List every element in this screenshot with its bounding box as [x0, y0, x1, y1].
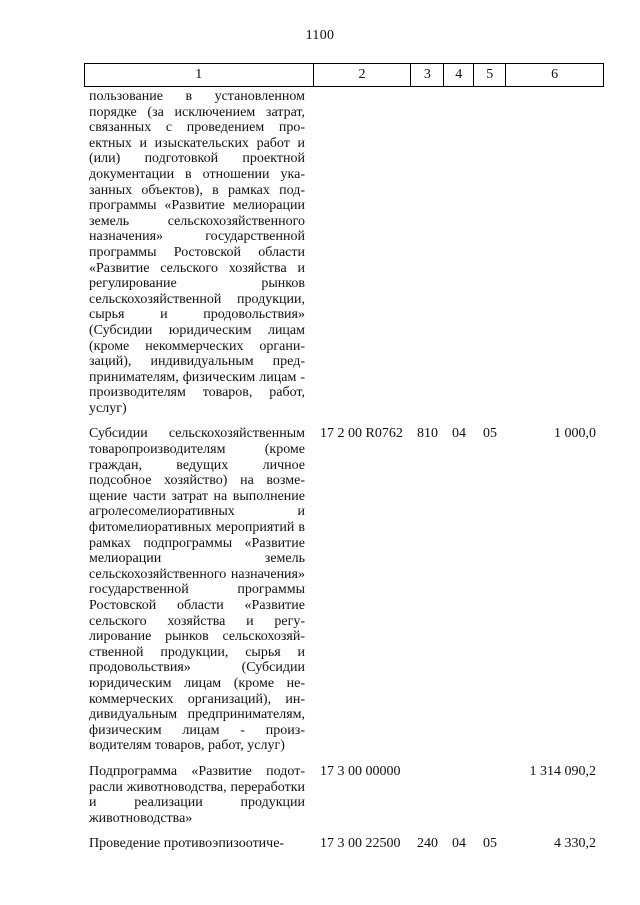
- row-col3: 810: [417, 426, 438, 442]
- table-row: [84, 836, 604, 852]
- row-col5: 05: [483, 426, 497, 442]
- page-number: 1100: [305, 28, 335, 43]
- row-col5: 05: [483, 836, 497, 852]
- row-code: 17 2 00 R0762: [320, 426, 403, 442]
- column-header-1: 1: [85, 64, 314, 86]
- column-header-3: 3: [411, 64, 444, 86]
- row-description: Проведение противоэпизоотиче-: [89, 836, 285, 852]
- table-row: [84, 89, 604, 416]
- column-header-5: 5: [474, 64, 506, 86]
- row-amount: 1 000,0: [554, 426, 596, 442]
- row-amount: 4 330,2: [554, 836, 596, 852]
- row-description: пользование в установленном порядке (за исключением затрат, связанных с проведением проектных и изыскательских работ и (или) подготовкой проектной документации в отношении указанных объектов), в рамках подпрограммы «Развитие мелиорации земель сельскохозяйственного назначения» государственной программы Ростовской области «Развитие сельского хозяйства и регулирование рынков сельскохозяйственной продукции, сырья и продовольствия» (Субсидии юридическим лицам (кроме некоммерческих организаций), индивидуальным предпринимателям, физическим лицам - производителям товаров, работ, услуг): [89, 89, 305, 416]
- row-col4: 04: [452, 836, 466, 852]
- row-col4: 04: [452, 426, 466, 442]
- column-header-4: 4: [444, 64, 474, 86]
- row-code: 17 3 00 22500: [320, 836, 401, 852]
- table-header-row: [84, 63, 604, 87]
- budget-table: [84, 63, 604, 852]
- row-description: Подпрограмма «Развитие подотрасли животноводства, переработки и реализации продукции животноводства»: [89, 763, 305, 826]
- row-description: Субсидии сельскохозяйственным товаропроизводителям (кроме граждан, ведущих личное подсобное хозяйство) на возмещение части затрат на выполнение агролесомелиоративных и фитомелиоративных мероприятий в рамках подпрограммы «Развитие мелиорации земель сельскохозяйственного назначения» государственной программы Ростовской области «Развитие сельского хозяйства и регулирование рынков сельскохозяйственной продукции, сырья и продовольствия» (Субсидии юридическим лицам (кроме некоммерческих организаций), индивидуальным предпринимателям, физическим лицам - производителям товаров, работ, услуг): [89, 426, 305, 754]
- row-col3: 240: [417, 836, 438, 852]
- row-code: 17 3 00 00000: [320, 763, 401, 779]
- column-header-6: 6: [506, 64, 604, 86]
- table-row: [84, 426, 604, 753]
- row-amount: 1 314 090,2: [529, 763, 596, 779]
- column-header-2: 2: [314, 64, 412, 86]
- table-row: [84, 764, 604, 826]
